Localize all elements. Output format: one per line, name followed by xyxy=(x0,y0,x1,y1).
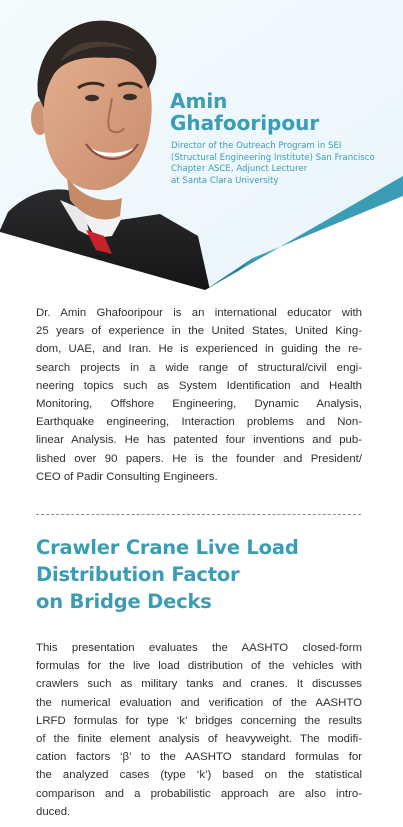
speaker-header xyxy=(0,0,403,300)
bio-line: neering topics such as System Identification and Health xyxy=(36,379,362,392)
bio-line: dom, UAE, and Iran. He is experienced in guiding the re- xyxy=(36,343,362,356)
bio-line: Earthquake engineering, Interaction problems and Non- xyxy=(36,416,362,429)
bio-line: lished over 90 papers. He is the founder and President/ xyxy=(36,452,362,465)
talk-title xyxy=(36,534,376,615)
abstract-line: This presentation evaluates the AASHTO closed-form xyxy=(36,642,362,654)
speaker-last-name: Ghafooripour xyxy=(170,111,320,135)
speaker-first-name: Amin xyxy=(170,89,228,113)
bio-line: Monitoring, Offshore Engineering, Dynamic Analysis, xyxy=(36,398,362,411)
speaker-title-line: at Santa Clara University xyxy=(171,175,279,186)
speaker-bio xyxy=(36,304,362,486)
abstract-line: LRFD formulas for type ‘k’ bridges concerning the results xyxy=(36,714,362,727)
abstract-line: of the finite element analysis of heavyweight. The modifi- xyxy=(36,733,362,746)
speaker-title-line: Chapter ASCE, Adjunct Lecturer xyxy=(171,164,308,175)
abstract-line: crawlers such as military tanks and cranes. It discusses xyxy=(36,678,362,691)
bio-line: 25 years of experience in the United States, United King- xyxy=(36,325,362,338)
talk-abstract xyxy=(36,639,362,821)
bio-line: Dr. Amin Ghafooripour is an international educator with xyxy=(36,307,362,319)
abstract-line: cation factors ‘β’ to the AASHTO standard formulas for xyxy=(36,751,362,764)
abstract-line: comparison and a probabilistic approach are also intro- xyxy=(36,787,362,800)
abstract-line: formulas for the live load distribution of the vehicles with xyxy=(36,660,362,673)
talk-title-line: Distribution Factor xyxy=(36,563,240,586)
talk-title-line: Crawler Crane Live Load xyxy=(36,536,299,559)
speaker-title-line: Director of the Outreach Program in SEI xyxy=(171,141,342,151)
speaker-title-line: (Structural Engineering Institute) San Francisco xyxy=(171,152,375,163)
bio-line: CEO of Padir Consulting Engineers. xyxy=(36,470,218,483)
speaker-title xyxy=(171,141,397,187)
abstract-line: the analyzed cases (type ‘k’) based on the statistical xyxy=(36,769,362,782)
bio-line: search projects in a wide range of structural/civil engi- xyxy=(36,361,362,374)
abstract-line: duced. xyxy=(36,805,71,818)
talk-title-line: on Bridge Decks xyxy=(36,590,212,613)
bio-line: linear Analysis. He has patented four inventions and pub- xyxy=(36,434,362,447)
abstract-line: the numerical evaluation and verification of the AASHTO xyxy=(36,696,362,709)
section-divider xyxy=(36,514,361,515)
speaker-name xyxy=(170,90,390,134)
